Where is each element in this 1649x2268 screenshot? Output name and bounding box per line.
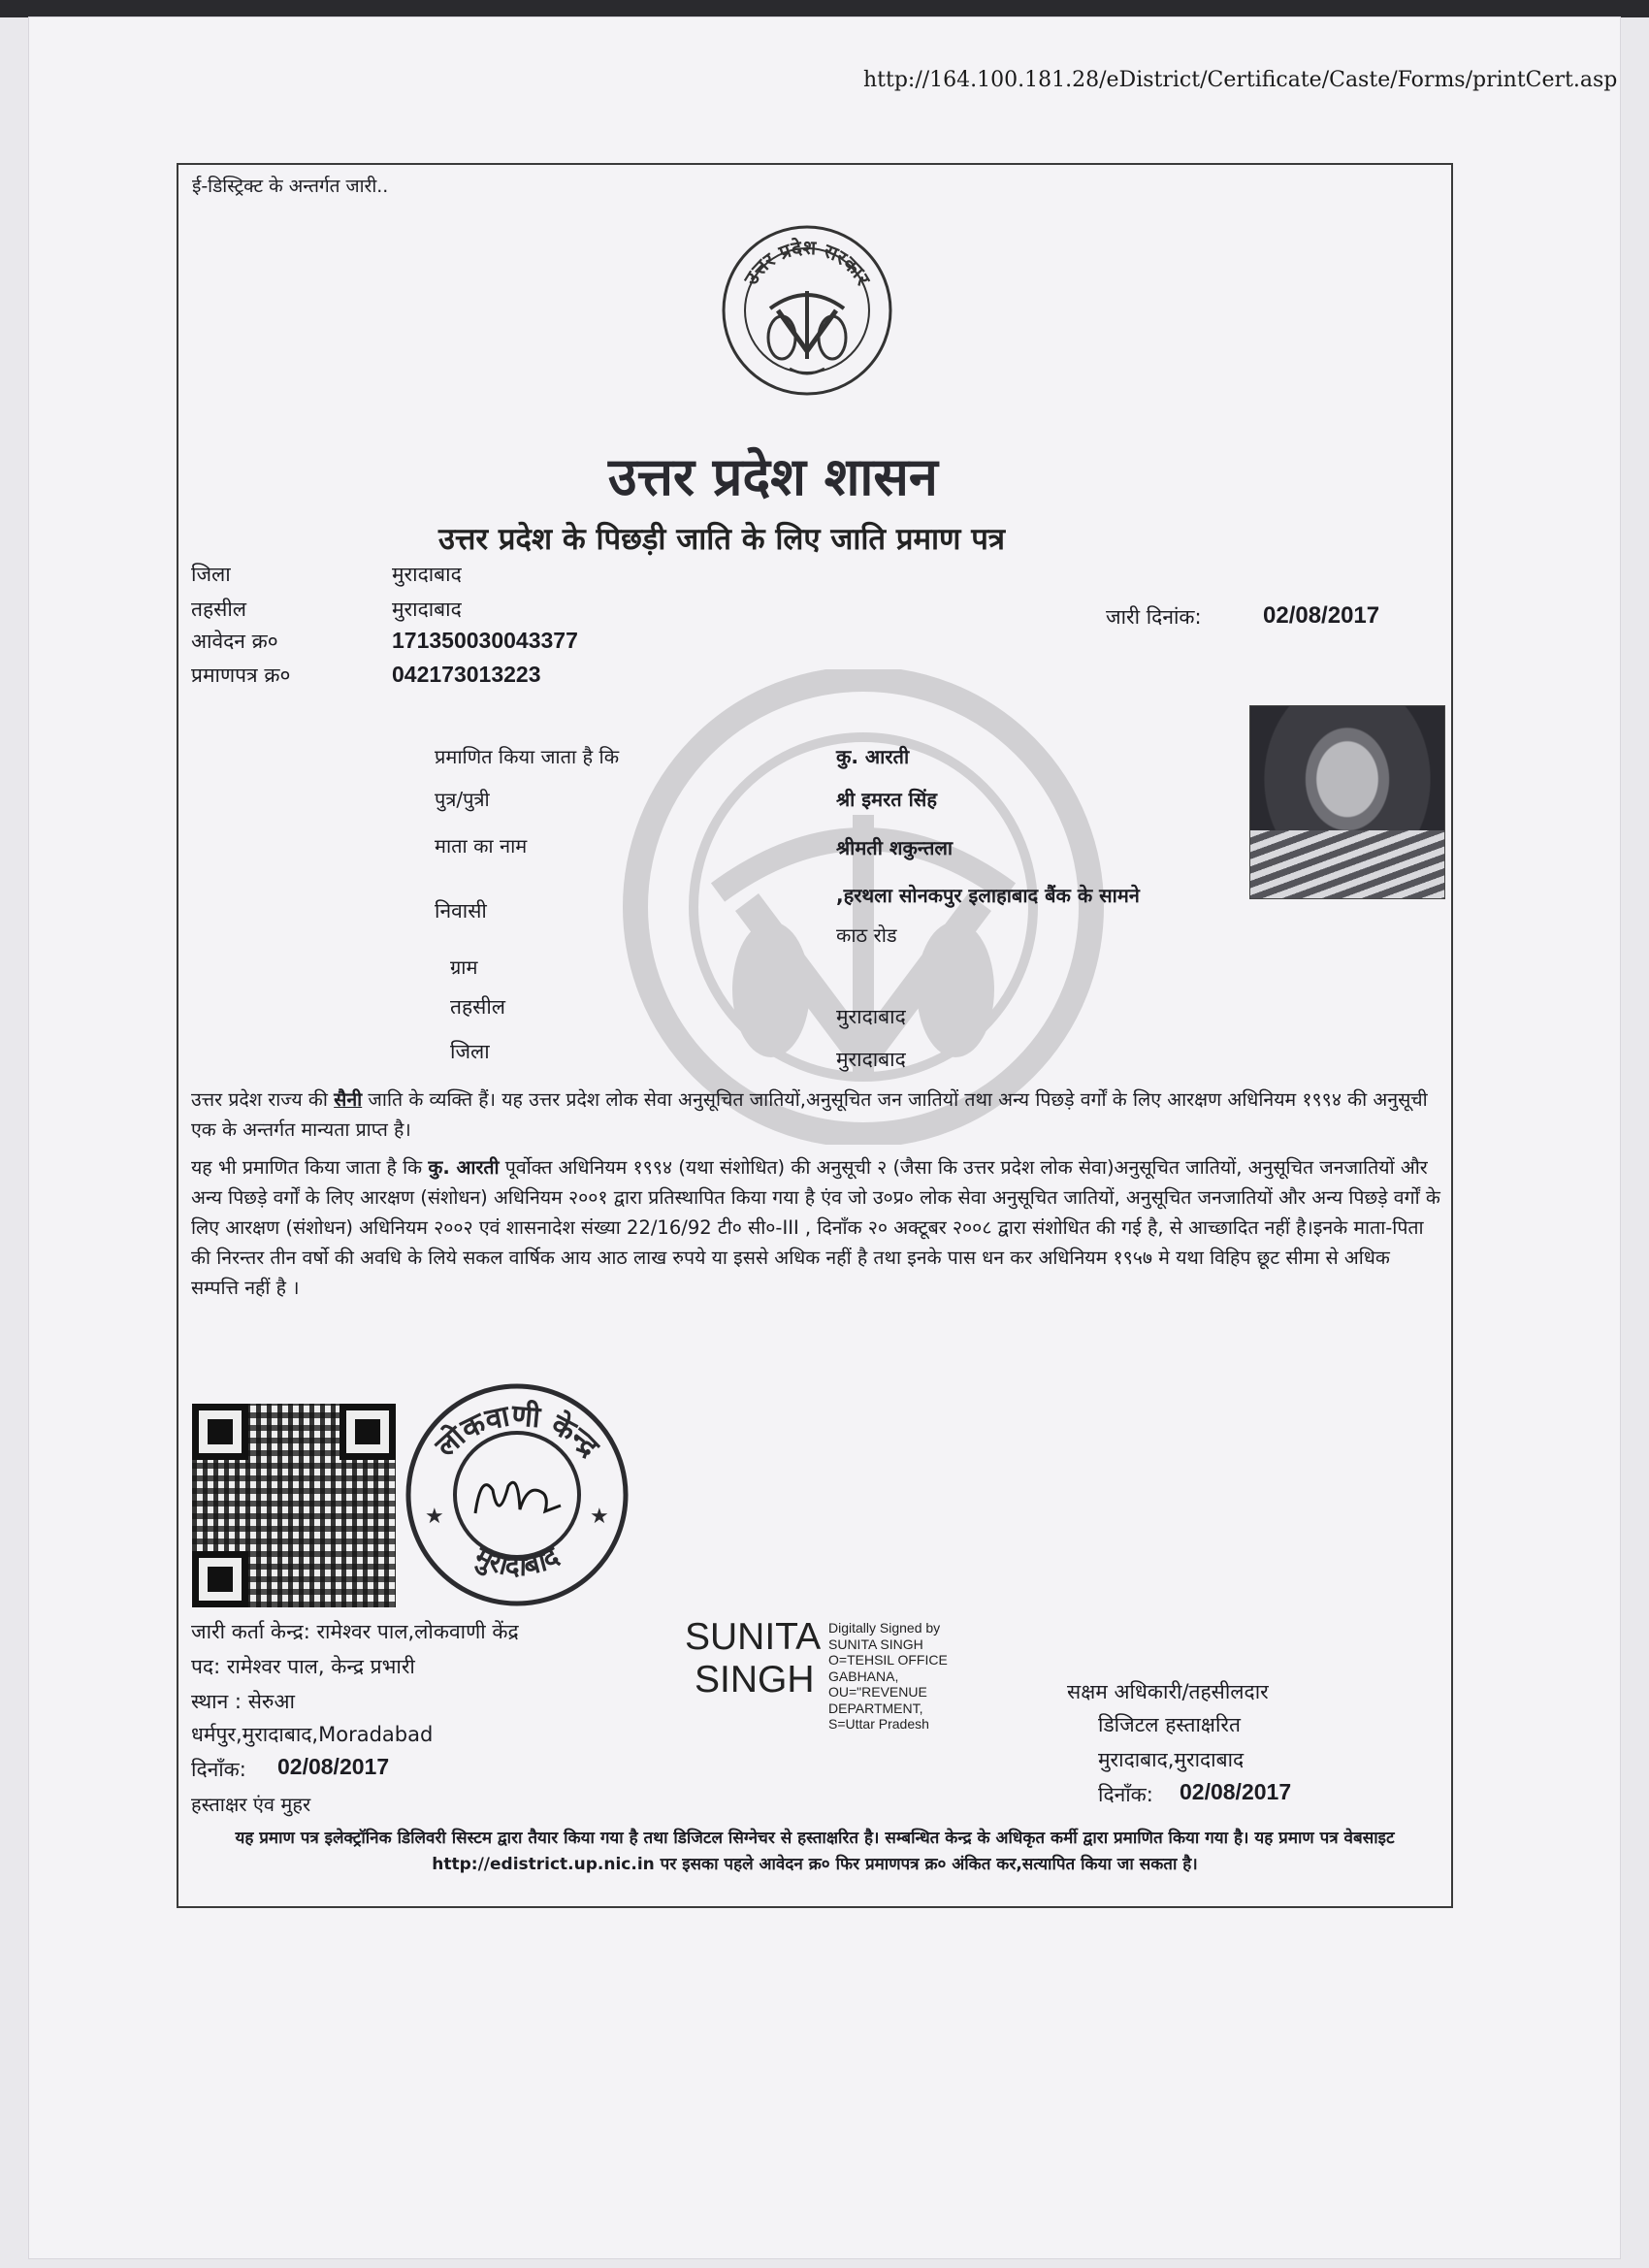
certificate-label: प्रमाणपत्र क्र०	[191, 664, 291, 687]
village-label: ग्राम	[450, 956, 478, 979]
detail-tehsil-value: मुरादाबाद	[836, 1005, 906, 1028]
footer-note: यह प्रमाण पत्र इलेक्ट्रॉनिक डिलिवरी सिस्टम द्वारा तैयार किया गया है तथा डिजिटल सिग्नेचर से हस्ताक्षरित है। सम्बन्धित केन्द्र के अधिकृत कर्मी द्वारा प्रमाणित किया गया है। यह प्रमाण पत्र वेबसाइट http://edistrict.up.nic.in पर इसका पहले आवेदन क्र० फिर प्रमाणपत्र क्र० अंकित कर,सत्यापित किया जा सकता है।	[235, 1829, 1395, 1874]
digital-signer-name-line1: SUNITA	[685, 1616, 822, 1658]
tehsil-value: मुरादाबाद	[392, 598, 462, 621]
issuer-address: धर्मपुर,मुरादाबाद,Moradabad	[191, 1723, 434, 1746]
issued-under-note: ई-डिस्ट्रिक्ट के अन्तर्गत जारी..	[192, 176, 389, 197]
son-daughter-value: श्री इमरत सिंह	[836, 788, 937, 811]
officer-sign: डिजिटल हस्ताक्षरित	[1098, 1713, 1241, 1736]
officer-date-label: दिनाँक:	[1098, 1783, 1153, 1806]
issuer-sign-label: हस्ताक्षर एंव मुहर	[191, 1793, 311, 1816]
district-value: मुरादाबाद	[392, 563, 462, 586]
svg-text:★: ★	[425, 1505, 444, 1529]
tehsil-label: तहसील	[191, 598, 246, 621]
scan-edge	[0, 0, 1649, 17]
print-url: http://164.100.181.28/eDistrict/Certificate/Caste/Forms/printCert.asp	[863, 68, 1618, 92]
up-government-seal-icon	[720, 223, 894, 398]
application-label: आवेदन क्र०	[191, 630, 278, 653]
digital-detail-line: Digitally Signed by	[828, 1620, 941, 1636]
applicant-photo	[1249, 705, 1445, 899]
stamp-top-text: लोकवाणी केन्द्र	[429, 1398, 606, 1465]
certify-value: कु. आरती	[836, 745, 910, 768]
eligibility-statement	[191, 1152, 1442, 1303]
eligibility-name: कु. आरती	[428, 1156, 500, 1179]
qr-code	[192, 1404, 396, 1607]
detail-tehsil-label: तहसील	[450, 995, 505, 1019]
officer-date-value: 02/08/2017	[1180, 1779, 1292, 1804]
resident-value-line2: काठ रोड	[836, 923, 897, 947]
detail-district-label: जिला	[450, 1040, 490, 1063]
resident-label: निवासी	[435, 899, 487, 923]
eligibility-statement-rest: पूर्वोक्त अधिनियम १९९४ (यथा संशोधित) की अनुसूची २ (जैसा कि उत्तर प्रदेश लोक सेवा)अनुसूचित जातियों, अनुसूचित जनजातियों और अन्य पिछड़े वर्गों के लिए आरक्षण (संशोधन) अधिनियम २००१ द्वारा प्रतिस्थापित किया गया है एंव जो उ०प्र० लोक सेवा अनुसूचित जातियों, अनुसूचित जनजातियों और अन्य पिछड़े वर्गों के लिए आरक्षण (संशोधन) अधिनियम २००२ एवं शासनादेश संख्या 22/16/92 टी० सी०-III , दिनाँक २० अक्टूबर २००८ द्वारा संशोधित की गई है, से आच्छादित नहीं है।इनके माता-पिता की निरन्तर तीन वर्षो की अवधि के लिये सकल वार्षिक आय आठ लाख रुपये या इससे अधिक नहीं है तथा इनके पास धन कर अधिनियम १९५७ मे यथा विहिप छूट सीमा से अधिक सम्पत्ति नहीं है ।	[191, 1156, 1440, 1299]
svg-text:★: ★	[590, 1505, 609, 1529]
issue-date-label: जारी दिनांक:	[1106, 605, 1202, 629]
mother-value: श्रीमती शकुन्तला	[836, 836, 954, 859]
digital-detail-line: SUNITA SINGH	[828, 1636, 923, 1652]
page-subtitle: उत्तर प्रदेश के पिछड़ी जाति के लिए जाति प्रमाण पत्र	[438, 522, 1005, 557]
caste-statement-start: उत्तर प्रदेश राज्य की	[191, 1088, 335, 1111]
officer-title: सक्षम अधिकारी/तहसीलदार	[1067, 1680, 1269, 1703]
mother-label: माता का नाम	[435, 834, 528, 858]
issuer-post: पद: रामेश्वर पाल, केन्द्र प्रभारी	[191, 1655, 415, 1678]
officer-place: मुरादाबाद,मुरादाबाद	[1098, 1748, 1245, 1771]
lokvani-stamp-icon	[400, 1377, 634, 1612]
certify-label: प्रमाणित किया जाता है कि	[435, 745, 620, 768]
digital-detail-line: O=TEHSIL OFFICE	[828, 1652, 948, 1668]
eligibility-statement-start: यह भी प्रमाणित किया जाता है कि	[191, 1156, 429, 1179]
digital-detail-line: GABHANA,	[828, 1668, 899, 1684]
digital-detail-line: OU="REVENUE	[828, 1684, 927, 1700]
issue-date-value: 02/08/2017	[1263, 602, 1380, 629]
issuer-place: स्थान : सेरुआ	[191, 1690, 295, 1713]
issuer-date-label: दिनाँक:	[191, 1758, 246, 1781]
caste-name: सैनी	[334, 1088, 363, 1111]
district-label: जिला	[191, 563, 231, 586]
resident-value-line1: ,हरथला सोनकपुर इलाहाबाद बैंक के सामने	[836, 884, 1140, 907]
son-daughter-label: पुत्र/पुत्री	[435, 788, 490, 811]
issuer-date-value: 02/08/2017	[277, 1754, 390, 1779]
digital-signature-details	[828, 1620, 948, 1733]
caste-statement	[191, 1085, 1440, 1145]
digital-detail-line: S=Uttar Pradesh	[828, 1716, 929, 1732]
digital-signer-name	[685, 1616, 821, 1701]
svg-text:मुरादाबाद	[469, 1539, 566, 1582]
digital-detail-line: DEPARTMENT,	[828, 1700, 923, 1716]
caste-statement-rest: जाति के व्यक्ति हैं। यह उत्तर प्रदेश लोक सेवा अनुसूचित जातियों,अनुसूचित जन जातियों तथा अन्य पिछड़े वर्गों के लिए आरक्षण अधिनियम १९९४ की अनुसूची एक के अन्तर्गत मान्यता प्राप्त है।	[191, 1088, 1428, 1141]
issuer-center: जारी कर्ता केन्द्र: रामेश्वर पाल,लोकवाणी केंद्र	[191, 1620, 519, 1643]
application-number: 171350030043377	[392, 628, 578, 653]
digital-signer-name-line2: SINGH	[695, 1659, 815, 1701]
detail-district-value: मुरादाबाद	[836, 1048, 906, 1071]
seal-text: उत्तर प्रदेश सरकार	[738, 235, 876, 289]
page-title: उत्तर प्रदेश शासन	[608, 445, 938, 507]
certificate-number: 042173013223	[392, 662, 541, 687]
stamp-bottom-text: मुरादाबाद	[469, 1539, 565, 1582]
